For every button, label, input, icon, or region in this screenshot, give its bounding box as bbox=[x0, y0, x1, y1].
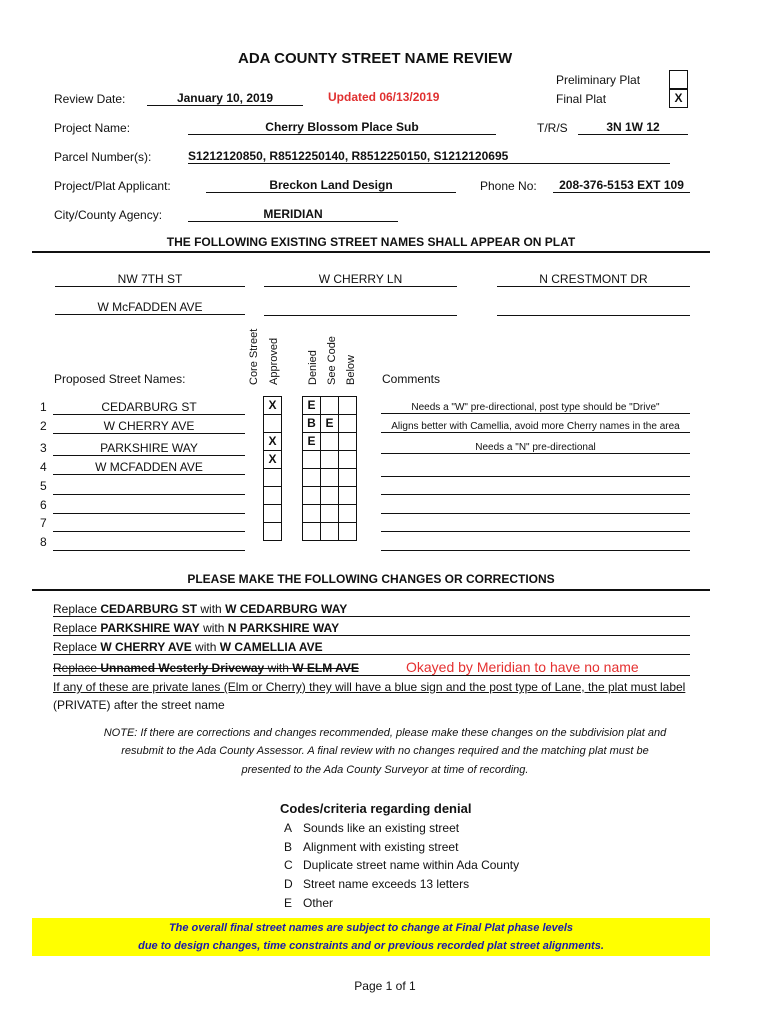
see-code-column-header: See Code bbox=[326, 336, 338, 385]
code-cell[interactable]: E bbox=[321, 415, 339, 433]
proposed-street-name[interactable]: W CHERRY AVE bbox=[53, 419, 245, 434]
change-old-name: PARKSHIRE WAY bbox=[100, 621, 200, 635]
preliminary-plat-label: Preliminary Plat bbox=[556, 73, 641, 87]
grid-row bbox=[264, 433, 357, 451]
private-lanes-note: If any of these are private lanes (Elm or Cherry) they will have a blue sign and the post type of Lane, the plat must label bbox=[53, 680, 686, 694]
note-line: resubmit to the Ada County Assessor. A final review with no changes required and the matching plat must be bbox=[121, 745, 649, 757]
code-cell[interactable] bbox=[339, 469, 357, 487]
code-cell[interactable] bbox=[339, 415, 357, 433]
agency-field[interactable]: MERIDIAN bbox=[188, 207, 398, 222]
row-number: 8 bbox=[40, 535, 47, 549]
code-letter: E bbox=[284, 896, 293, 910]
proposed-street-name[interactable] bbox=[53, 479, 245, 495]
code-cell[interactable]: B bbox=[303, 415, 321, 433]
code-cell[interactable] bbox=[321, 451, 339, 469]
row-number: 2 bbox=[40, 419, 47, 433]
row-comment[interactable]: Needs a "N" pre-directional bbox=[381, 442, 690, 454]
change-prefix: Replace bbox=[53, 602, 101, 616]
grid-spacer bbox=[282, 433, 303, 451]
proposed-streets-label: Proposed Street Names: bbox=[54, 372, 186, 386]
change-with: with bbox=[199, 621, 228, 635]
change-new-name: W CEDARBURG WAY bbox=[225, 602, 348, 616]
code-description: Duplicate street name within Ada County bbox=[303, 858, 520, 872]
code-cell[interactable] bbox=[303, 523, 321, 541]
parcel-label: Parcel Number(s): bbox=[54, 150, 152, 164]
banner-line: The overall final street names are subject to change at Final Plat phase levels bbox=[168, 922, 574, 934]
row-number: 6 bbox=[40, 498, 47, 512]
code-cell[interactable] bbox=[321, 523, 339, 541]
code-cell[interactable] bbox=[321, 433, 339, 451]
change-with: with bbox=[264, 661, 293, 675]
agency-label: City/County Agency: bbox=[54, 208, 163, 222]
code-letter: A bbox=[284, 821, 293, 835]
grid-spacer bbox=[282, 469, 303, 487]
note-line: presented to the Ada County Surveyor at time of recording. bbox=[241, 764, 529, 776]
below-column-header: Below bbox=[345, 355, 357, 385]
handwritten-annotation: Okayed by Meridian to have no name bbox=[406, 659, 639, 675]
grid-row bbox=[264, 523, 357, 541]
proposed-street-name[interactable]: CEDARBURG ST bbox=[53, 400, 245, 415]
grid-row bbox=[264, 415, 357, 433]
proposed-street-name[interactable]: W MCFADDEN AVE bbox=[53, 460, 245, 475]
changes-heading: PLEASE MAKE THE FOLLOWING CHANGES OR CORRECTIONS bbox=[187, 572, 555, 586]
parcel-field[interactable]: S1212120850, R8512250140, R8512250150, S1212120695 bbox=[188, 149, 670, 164]
code-cell[interactable]: E bbox=[303, 397, 321, 415]
change-line[interactable] bbox=[53, 621, 690, 636]
code-letter: B bbox=[284, 840, 293, 854]
change-new-name: W ELM AVE bbox=[292, 661, 359, 675]
code-description: Sounds like an existing street bbox=[303, 821, 460, 835]
project-name-field[interactable]: Cherry Blossom Place Sub bbox=[188, 120, 496, 135]
change-prefix: Replace bbox=[53, 640, 101, 654]
existing-street-name: N CRESTMONT DR bbox=[497, 272, 690, 287]
change-with: with bbox=[191, 640, 220, 654]
updated-note: Updated 06/13/2019 bbox=[328, 90, 440, 104]
grid-spacer bbox=[282, 487, 303, 505]
code-cell[interactable] bbox=[339, 451, 357, 469]
row-comment[interactable] bbox=[381, 518, 690, 532]
code-cell[interactable] bbox=[321, 397, 339, 415]
private-lanes-note-cont: (PRIVATE) after the street name bbox=[53, 698, 225, 712]
row-number: 4 bbox=[40, 460, 47, 474]
row-number: 5 bbox=[40, 479, 47, 493]
grid-row bbox=[264, 397, 357, 415]
approved-cell[interactable] bbox=[264, 415, 282, 433]
denied-column-header: Denied bbox=[307, 350, 319, 385]
code-cell[interactable] bbox=[303, 469, 321, 487]
grid-spacer bbox=[282, 523, 303, 541]
proposed-street-name[interactable] bbox=[53, 498, 245, 514]
grid-row bbox=[264, 469, 357, 487]
preliminary-plat-checkbox[interactable] bbox=[669, 70, 688, 89]
codes-heading: Codes/criteria regarding denial bbox=[280, 801, 472, 816]
code-letter: C bbox=[284, 858, 293, 872]
row-number: 3 bbox=[40, 441, 47, 455]
code-description: Street name exceeds 13 letters bbox=[303, 877, 470, 891]
grid-row bbox=[264, 451, 357, 469]
change-old-name: Unnamed Westerly Driveway bbox=[100, 661, 265, 675]
approved-cell[interactable]: X bbox=[264, 451, 282, 469]
existing-street-name: W CHERRY LN bbox=[264, 272, 457, 287]
existing-street-name: NW 7TH ST bbox=[55, 272, 245, 287]
note-line: NOTE: If there are corrections and changes recommended, please make these changes on the subdivision plat and bbox=[103, 727, 667, 739]
change-old-name: CEDARBURG ST bbox=[100, 602, 198, 616]
change-with: with bbox=[197, 602, 226, 616]
change-line[interactable] bbox=[53, 602, 690, 617]
code-cell[interactable] bbox=[339, 523, 357, 541]
existing-street-name: W McFADDEN AVE bbox=[55, 300, 245, 315]
final-plat-label: Final Plat bbox=[556, 92, 607, 106]
change-new-name: W CAMELLIA AVE bbox=[219, 640, 323, 654]
section-divider bbox=[32, 589, 710, 591]
row-comment[interactable] bbox=[381, 500, 690, 514]
row-comment[interactable]: Aligns better with Camellia, avoid more Cherry names in the area bbox=[381, 421, 690, 433]
approved-cell[interactable] bbox=[264, 505, 282, 523]
code-cell[interactable] bbox=[321, 487, 339, 505]
proposed-street-name[interactable] bbox=[53, 535, 245, 551]
banner-line: due to design changes, time constraints and or previous recorded plat street alignments. bbox=[138, 940, 604, 952]
code-cell[interactable] bbox=[303, 505, 321, 523]
code-letter: D bbox=[284, 877, 293, 891]
blank-line bbox=[497, 315, 690, 316]
code-description: Other bbox=[303, 896, 334, 910]
comments-label: Comments bbox=[382, 372, 441, 386]
row-comment[interactable] bbox=[381, 462, 690, 477]
blank-line bbox=[264, 315, 457, 316]
core-street-column-header: Core Street bbox=[248, 328, 260, 385]
approved-column-header: Approved bbox=[268, 337, 280, 385]
row-comment[interactable] bbox=[381, 537, 690, 551]
approved-cell[interactable] bbox=[264, 487, 282, 505]
phone-label: Phone No: bbox=[480, 179, 537, 193]
code-cell[interactable]: E bbox=[303, 433, 321, 451]
grid-spacer bbox=[282, 505, 303, 523]
change-old-name: W CHERRY AVE bbox=[100, 640, 192, 654]
change-new-name: N PARKSHIRE WAY bbox=[227, 621, 340, 635]
approved-cell[interactable] bbox=[264, 469, 282, 487]
change-line[interactable] bbox=[53, 640, 690, 655]
code-description: Alignment with existing street bbox=[303, 840, 459, 854]
row-comment[interactable] bbox=[381, 481, 690, 495]
grid-spacer bbox=[282, 397, 303, 415]
existing-streets-heading: THE FOLLOWING EXISTING STREET NAMES SHALL APPEAR ON PLAT bbox=[166, 235, 576, 249]
approved-cell[interactable] bbox=[264, 523, 282, 541]
page-number: Page 1 of 1 bbox=[354, 979, 416, 993]
approved-cell[interactable]: X bbox=[264, 397, 282, 415]
code-cell[interactable] bbox=[339, 487, 357, 505]
page-title: ADA COUNTY STREET NAME REVIEW bbox=[238, 50, 513, 67]
code-cell[interactable] bbox=[303, 451, 321, 469]
change-prefix: Replace bbox=[53, 661, 101, 675]
grid-row bbox=[264, 505, 357, 523]
code-cell[interactable] bbox=[303, 487, 321, 505]
code-cell[interactable] bbox=[339, 433, 357, 451]
section-divider bbox=[32, 251, 710, 253]
code-cell[interactable] bbox=[339, 397, 357, 415]
trs-label: T/R/S bbox=[537, 121, 568, 135]
review-date-label: Review Date: bbox=[54, 92, 126, 106]
row-number: 1 bbox=[40, 400, 47, 414]
proposed-street-name[interactable] bbox=[53, 516, 245, 532]
trs-field[interactable]: 3N 1W 12 bbox=[578, 120, 688, 135]
row-number: 7 bbox=[40, 516, 47, 530]
grid-row bbox=[264, 487, 357, 505]
grid-spacer bbox=[282, 451, 303, 469]
phone-field[interactable]: 208-376-5153 EXT 109 bbox=[553, 178, 690, 193]
proposed-street-name[interactable]: PARKSHIRE WAY bbox=[53, 441, 245, 456]
code-cell[interactable] bbox=[321, 469, 339, 487]
code-cell[interactable] bbox=[321, 505, 339, 523]
project-name-label: Project Name: bbox=[54, 121, 131, 135]
code-cell[interactable] bbox=[339, 505, 357, 523]
approved-cell[interactable]: X bbox=[264, 433, 282, 451]
review-date-field[interactable]: January 10, 2019 bbox=[147, 91, 303, 106]
review-grid bbox=[263, 396, 357, 541]
applicant-field[interactable]: Breckon Land Design bbox=[206, 178, 456, 193]
final-plat-checkbox[interactable]: X bbox=[669, 89, 688, 108]
change-prefix: Replace bbox=[53, 621, 101, 635]
grid-spacer bbox=[282, 415, 303, 433]
row-comment[interactable]: Needs a "W" pre-directional, post type should be "Drive" bbox=[381, 402, 690, 414]
applicant-label: Project/Plat Applicant: bbox=[54, 179, 171, 193]
